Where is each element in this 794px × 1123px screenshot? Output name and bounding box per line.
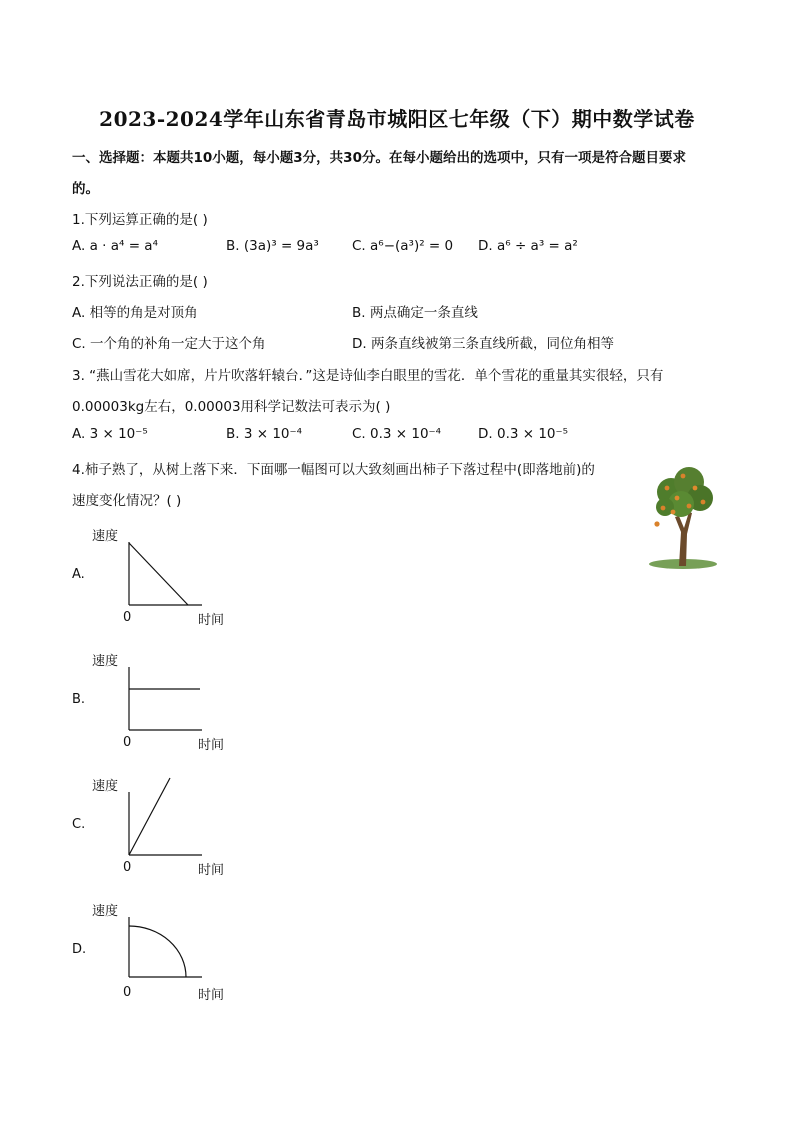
q2-option-c[interactable]: C. 一个角的补角一定大于这个角 bbox=[72, 336, 266, 352]
q1-option-d[interactable]: D. a⁶ ÷ a³ = a² bbox=[478, 238, 578, 254]
q3-stem-line2: 0.00003kg左右，0.00003用科学记数法可表示为( ) bbox=[72, 399, 391, 415]
q1-option-c[interactable]: C. a⁶−(a³)² = 0 bbox=[352, 238, 454, 254]
q2-stem: 2.下列说法正确的是( ) bbox=[72, 274, 208, 290]
q3-stem-line1: 3. “燕山雪花大如席，片片吹落轩辕台．”这是诗仙李白眼里的雪花．单个雪花的重量其实很轻，只有 bbox=[72, 368, 664, 384]
graph-d-letter[interactable]: D. bbox=[72, 942, 87, 957]
graph-c-xlabel: 时间 bbox=[198, 863, 225, 878]
q2-option-a[interactable]: A. 相等的角是对顶角 bbox=[72, 305, 198, 321]
q1-option-b[interactable]: B. (3a)³ = 9a³ bbox=[226, 238, 319, 254]
graph-c-letter[interactable]: C. bbox=[72, 817, 86, 832]
graph-b-ylabel: 速度 bbox=[92, 654, 119, 669]
graph-c-origin: 0 bbox=[123, 860, 132, 875]
graph-b-xlabel: 时间 bbox=[198, 738, 225, 753]
q4-stem-line2: 速度变化情况？( ) bbox=[72, 493, 182, 509]
graph-d-ylabel: 速度 bbox=[92, 904, 119, 919]
graph-a-letter[interactable]: A. bbox=[72, 567, 85, 582]
graph-d-curve bbox=[129, 926, 186, 977]
q1-stem: 1.下列运算正确的是( ) bbox=[72, 212, 208, 228]
q3-option-a[interactable]: A. 3 × 10⁻⁵ bbox=[72, 426, 148, 442]
q1-option-a[interactable]: A. a · a⁴ = a⁴ bbox=[72, 238, 158, 254]
q2-option-b[interactable]: B. 两点确定一条直线 bbox=[352, 305, 478, 321]
q3-option-b[interactable]: B. 3 × 10⁻⁴ bbox=[226, 426, 303, 442]
graph-a-origin: 0 bbox=[123, 610, 132, 625]
page-title: 2023-2024学年山东省青岛市城阳区七年级（下）期中数学试卷 bbox=[99, 107, 695, 131]
q3-option-d[interactable]: D. 0.3 × 10⁻⁵ bbox=[478, 426, 569, 442]
graph-d-xlabel: 时间 bbox=[198, 988, 225, 1003]
graph-b-origin: 0 bbox=[123, 735, 132, 750]
q4-stem-line1: 4.柿子熟了，从树上落下来．下面哪一幅图可以大致刻画出柿子下落过程中(即落地前)的 bbox=[72, 462, 595, 478]
section-heading-line2: 的。 bbox=[72, 181, 99, 197]
q3-option-c[interactable]: C. 0.3 × 10⁻⁴ bbox=[352, 426, 442, 442]
q2-option-d[interactable]: D. 两条直线被第三条直线所截，同位角相等 bbox=[352, 336, 614, 352]
graph-a-ylabel: 速度 bbox=[92, 529, 119, 544]
graph-b-letter[interactable]: B. bbox=[72, 692, 86, 707]
graph-a-xlabel: 时间 bbox=[198, 613, 225, 628]
graph-c-ylabel: 速度 bbox=[92, 779, 119, 794]
section-heading-line1: 一、选择题：本题共10小题，每小题3分，共30分。在每小题给出的选项中，只有一项是符合题目要求 bbox=[72, 150, 686, 166]
graph-d-origin: 0 bbox=[123, 985, 132, 1000]
